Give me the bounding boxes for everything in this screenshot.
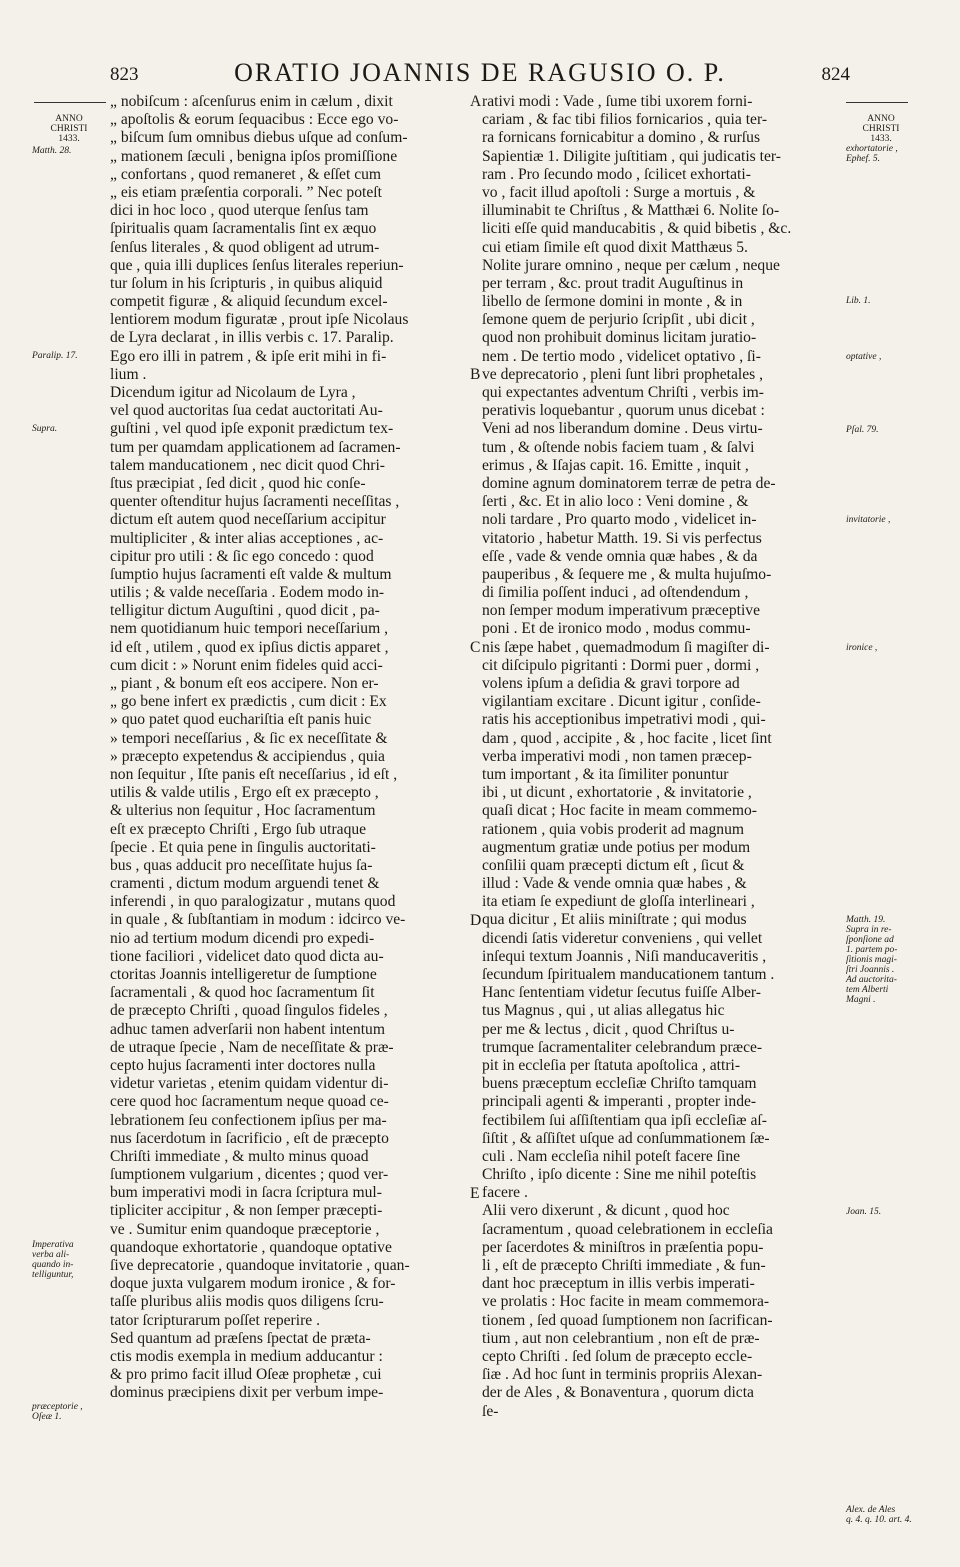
section-letter-e: E [470,1185,480,1202]
text-line: eſſe , vade & vende omnia quæ habes , & da [482,547,758,565]
text-line: dictum eſt autem quod neceſſarium accipitur [110,511,386,529]
text-line: nem . De tertio modo , videlicet optativo , ſi- [482,347,761,365]
text-line: Veni ad nos liberandum domine . Deus virtu- [482,420,763,438]
text-line: cui etiam ſimile eſt quod dixit Matthæus 5. [482,238,748,256]
running-title: ORATIO JOANNIS DE RAGUSIO O. P. [234,58,726,87]
margin-note-alex-de-ales: Alex. de Ales q. 4. q. 10. art. 4. [846,1505,912,1525]
margin-anno-left: ANNO CHRISTI 1433. [50,114,88,144]
right-text-column [482,93,840,1421]
text-line: per terram , &c. prout tradit Auguſtinus in [482,274,744,292]
text-line: quod non prohibuit dominus licitam juratio- [482,329,757,347]
text-line: lentiorem modum figuratæ , prout ipſe Nicolaus [110,311,409,329]
margin-note-matth-19: Matth. 19. Supra in re- ſponſione ad 1. partem po- ſitionis magi- ſtri Joannis . Ad auctorita- tem Alberti Magni . [846,915,898,1005]
text-line: non ſemper modum imperativum præceptive [482,602,761,620]
text-line: „ mationem ſæculi , benigna ipſos promiſſione [110,147,398,165]
text-line: » quo patet quod euchariſtia eſt panis huic [110,711,372,729]
text-line: domine agnum dominatorem terræ de petra de- [482,474,776,492]
text-line: tum , & oſtende nobis faciem tuam , & ſalvi [482,438,755,456]
right-margin-rule [846,102,908,103]
text-line: nio ad tertium modum dicendi pro expedi- [110,929,375,947]
text-line: „ confortans , quod remaneret , & eſſet cum [110,165,382,183]
text-line: Sed quantum ad præſens ſpectat de præta- [110,1329,371,1347]
text-line: qua dicitur , Et aliis miniſtrate ; qui modus [482,911,747,929]
text-line: der de Ales , & Bonaventura , quorum dicta [482,1384,754,1402]
text-line: quenter oſtenditur hujus ſacramenti neceſſitas , [110,493,400,511]
text-line: cipitur pro utili : & ſic ego concedo : quod [110,547,374,565]
text-line: culi . Nam eccleſia nihil poteſt facere ſine [482,1147,741,1165]
text-line: „ biſcum ſum omnibus diebus uſque ad conſum- [110,129,408,147]
text-line: qui expectantes adventum Chriſti , verbis im- [482,384,764,401]
text-line: „ nobiſcum : aſcenſurus enim in cælum , dixit [110,93,393,110]
text-line: in quale , & ſubſtantiam in modum : idcirco ve- [110,911,406,929]
text-line: ve prolatis : Hoc facite in meam commemora- [482,1293,770,1311]
text-line: vitatorio , habetur Matth. 19. Si vis perfectus [482,529,762,547]
page-number-right: 824 [821,64,850,85]
text-line: eſt ex præcepto Chriſti , Ergo ſub utraque [110,820,367,838]
text-line: ram . Pro ſecundo modo , ſcilicet exhortati- [482,165,751,183]
margin-note-supra: Supra. [32,424,58,434]
text-line: tus Magnus , qui , ut alias allegatus hic [482,1002,725,1020]
text-line: inferendi , in quo paralogizatur , mutans quod [110,893,396,911]
text-line: cum dicit : » Norunt enim fideles quid acci- [110,656,383,674]
text-line: illud : Vade & vende omnia quæ habes , & [482,875,747,893]
text-line: telligitur dictum Auguſtini , quod dicit , pa- [110,602,380,620]
margin-note-psal-79: Pſal. 79. [846,425,879,435]
text-line: libello de ſermone domini in monte , & in [482,293,743,311]
text-line: facere . [482,1184,528,1202]
text-line: de præcepto Chriſti , quoad ſingulos fideles , [110,1002,388,1020]
text-line: noli tardare , Pro quarto modo , videlicet in- [482,511,757,529]
text-line: Chriſto , ipſo dicente : Sine me nihil poteſtis [482,1166,757,1184]
text-line: verba imperativi modi , non tamen præcep- [482,747,752,765]
text-line: ſemone quem de perjurio ſcripſit , ubi dicit , [482,311,755,329]
text-line: Sapientiæ 1. Diligite juſtitiam , qui judicatis ter- [482,147,781,165]
text-line: „ go bene infert ex prædictis , cum dicit : Ex [110,693,387,711]
text-line: tum important , & ita ſimiliter ponuntur [482,765,729,783]
text-line: dam , quod , accipite , & , hoc facite , licet ſint [482,729,772,747]
text-line: tionem , ſed quoad ſumptionem non ſacrifican- [482,1311,773,1329]
text-line: cramenti , dictum modum arguendi tenet & [110,875,380,893]
text-line: augmentum gratiæ unde potius per modum [482,838,751,856]
text-line: ſumptionem vulgarium , dicentes ; quod ver- [110,1166,389,1184]
text-line: ſiſtit , & aſſiſtet uſque ad conſummationem ſæ- [482,1129,770,1147]
margin-note-joan-15: Joan. 15. [846,1207,882,1217]
text-line: per me & lectus , dicit , quod Chriſtus u- [482,1020,735,1038]
text-line: multipliciter , & inter alias acceptiones , ac- [110,529,384,547]
text-line: „ eis etiam præſentia corporali. ” Nec poteſt [110,183,382,201]
text-line: ctoritas Joannis intelligeretur de ſumptione [110,966,377,983]
text-line: doque juxta vulgarem modum ironice , & for- [110,1275,396,1293]
text-line: ra fornicans fornicabitur a domino , & rurſus [482,129,761,147]
margin-note-exhortatorie: exhortatorie , Ephef. 5. [846,144,898,164]
text-line: Chriſti immediate , & multo minus quoad [110,1147,369,1165]
text-line: de utraque ſpecie , Nam de neceſſitate & præ- [110,1038,394,1056]
text-line: bus , quas adducit pro neceſſitate hujus ſa- [110,856,373,874]
text-line: non ſequitur , Iſte panis eſt neceſſarius , id eſt , [110,765,398,783]
text-line: tator ſcripturarum poſſet reperire . [110,1311,320,1329]
text-line: talem manducationem , nec dicit quod Chri- [110,456,385,474]
text-line: ſumptio hujus ſacramenti eſt valde & multum [110,565,392,583]
text-line: dant hoc præceptum in illis verbis imperati- [482,1275,755,1293]
text-line: liciti eſſe quid manducabitis , & quid bibetis , &c. [482,220,792,238]
text-line: bum imperativi modi in ſacra ſcriptura mul- [110,1184,382,1202]
text-line: „ apoſtolis & eorum ſequacibus : Ecce ego vo- [110,111,399,129]
text-line: conſilii quam præcepti dictum eſt , ſicut & [482,856,745,874]
text-line: fectibilem ſui aſſiſtentiam qua ipſi eccleſiæ aſ- [482,1111,767,1129]
text-line: de Lyra declarat , in illis verbis c. 17. Paralip. [110,329,394,347]
text-line: cepto hujus ſacramenti inter doctores nulla [110,1056,376,1074]
page-header [110,56,850,90]
text-line: ratis his acceptionibus impetrativi modi , qui- [482,711,766,729]
page-number-left: 823 [110,64,139,85]
section-letter-d: D [470,912,482,929]
text-line: cere quod hoc ſacramentum neque quoad ce- [110,1093,389,1111]
text-line: ſacramentum , quoad celebrationem in eccleſia [482,1220,773,1238]
text-line: ſerti , &c. Et in alio loco : Veni domine , & [482,493,749,511]
left-margin-rule [34,102,106,103]
text-line: ibi , ut dicunt , exhortatorie , & invitatorie , [482,784,752,802]
text-line: Hanc ſententiam videtur ſecutus fuiſſe Alber- [482,984,761,1002]
text-line: nis ſæpe habet , quemadmodum ſi magiſter di- [482,638,770,656]
text-line: ſenſus literales , & quod obligent ad utrum- [110,238,380,256]
text-line: id eſt , utilem , quod ex ipſius dictis apparet , [110,638,389,656]
text-line: videtur varietas , etenim quidam videntur di- [110,1075,389,1093]
text-line: cepto Chriſti . ſed ſolum de præcepto eccle- [482,1347,753,1365]
margin-note-oseae: præceptorie , Oſeæ 1. [32,1402,83,1422]
text-line: pit in eccleſia per ſtatuta apoſtolica , attri- [482,1056,741,1074]
margin-note-ironice: ironice , [846,643,878,653]
text-line: poni . Et de ironico modo , modus commu- [482,620,751,638]
text-line: ſpiritualis quam ſacramentalis ſint ex æquo [110,220,377,238]
text-line: Alii vero dixerunt , & dicunt , quod hoc [482,1202,730,1220]
section-letter-c: C [470,639,481,656]
text-line: ita etiam ſe expediunt de gloſſa interlineari , [482,893,755,911]
left-text-column [110,93,482,1403]
text-line: perativis loquebantur , quorum unus dicebat : [482,402,765,420]
text-line: quaſi dicat ; Hoc facite in meam commemo- [482,802,757,820]
text-line: » tempori neceſſarius , & ſic ex neceſſitate & [110,729,388,747]
text-line: ſecundum ſpiritualem manducationem tantum . [482,966,775,983]
text-line: nem quotidianum huic tempori neceſſarium , [110,620,389,638]
text-line: buens præceptum eccleſiæ Chriſto tamquam [482,1075,757,1093]
text-line: taſſe pluribus aliis modis quos diligens ſcru- [110,1293,384,1311]
margin-note-lib-1: Lib. 1. [846,296,871,306]
text-line: ſiæ . Ad hoc ſunt in terminis propriis Alexan- [482,1366,763,1384]
text-line: trumque ſacramentaliter celebrandum præce- [482,1038,763,1056]
text-line: ſive deprecatorie , quandoque invitatorie , quan- [110,1257,410,1274]
text-line: Nolite jurare omnino , neque per cælum , neque [482,256,780,274]
text-line: dicendi ſatis videretur conveniens , qui vellet [482,929,763,947]
text-line: ſacramentali , & quod hoc ſacramentum ſit [110,984,375,1002]
text-line: tur ſolum in his ſcripturis , in quibus aliquid [110,274,383,292]
text-line: vigilantiam excitare . Dicunt igitur , conſide- [482,693,761,711]
text-line: utilis ; & valde neceſſaria . Eodem modo in- [110,584,385,602]
text-line: cit diſcipulo pigritanti : Dormi puer , dormi , [482,656,760,674]
text-line: nus ſacerdotum in ſacrificio , eſt de præcepto [110,1129,389,1147]
text-line: ve . Sumitur enim quandoque præceptorie , [110,1220,380,1238]
text-line: principali agenti & imperanti , propter inde- [482,1093,757,1111]
text-line: ſe- [482,1402,499,1420]
text-line: vo , facit illud apoſtoli : Surge a mortuis , & [482,183,756,201]
text-line: ſtus præcipiat , ſed dicit , quod hic conſe- [110,474,366,492]
text-line: Ego ero illi in patrem , & ipſe erit mihi in fi- [110,347,387,365]
text-line: vel quod auctoritas ſua cedat auctoritati Au- [110,402,383,420]
text-line: ve deprecatorio , pleni ſunt libri prophetales , [482,365,764,383]
text-line: per ſacerdotes & miniſtros in præſentia popu- [482,1238,764,1256]
section-letter-b: B [470,366,481,383]
section-letter-a: A [470,93,482,110]
margin-note-imperativa: Imperativa verba ali- quando in- telliguntur, [32,1240,74,1280]
text-line: „ piant , & bonum eſt eos accipere. Non er- [110,675,379,692]
text-line: utilis & valde utilis , Ergo eſt ex præcepto , [110,784,379,802]
text-line: volens ipſum a deſidia & gravi torpore ad [482,675,740,692]
margin-anno-right: ANNO CHRISTI 1433. [862,114,900,144]
text-line: Dicendum igitur ad Nicolaum de Lyra , [110,384,356,401]
text-line: guſtini , vel quod ipſe exponit prædictum tex- [110,420,394,438]
text-line: lium . [110,365,147,383]
text-line: ctis modis exempla in medium adducantur : [110,1347,383,1365]
text-line: rationem , quia vobis proderit ad magnum [482,820,745,838]
text-line: cariam , & fac tibi filios fornicarios , quia ter- [482,111,768,129]
text-line: que , quia illi duplices ſenſus literales reperiun- [110,256,404,274]
text-line: competit figuræ , & aliquid ſecundum excel- [110,293,388,311]
text-line: tium , aut non celebrantium , non eſt de præ- [482,1329,760,1347]
text-line: dici in hoc loco , quod uterque ſenſus tam [110,202,369,220]
text-line: erimus , & Iſajas capit. 16. Emitte , inquit , [482,456,749,474]
text-line: & ulterius non ſequitur , Hoc ſacramentum [110,802,376,820]
text-line: » præcepto expetendus & accipiendus , quia [110,747,385,765]
text-line: dominus præcipiens dixit per verbum impe- [110,1384,384,1402]
text-line: di ſimilia poſſent induci , ad oſtendendum , [482,584,749,602]
margin-note-paralip: Paralip. 17. [32,351,78,361]
text-line: li , eſt de præcepto Chriſti immediate , & fun- [482,1257,766,1274]
text-line: rativi modi : Vade , ſume tibi uxorem forni- [482,93,753,110]
text-line: inſequi textum Joannis , Niſi manducaveritis , [482,947,767,965]
text-line: quandoque exhortatorie , quandoque optative [110,1238,392,1256]
text-line: lebrationem ſeu confectionem ipſius per ma- [110,1111,387,1129]
text-line: pauperibus , & ſequere me , & multa hujuſmo- [482,565,772,583]
margin-note-matth-28: Matth. 28. [32,146,72,156]
text-line: tione faciliori , videlicet dato quod dicta au- [110,947,384,965]
text-line: adhuc tamen adverſarii non habent intentum [110,1020,385,1038]
text-line: illuminabit te Chriſtus , & Matthæi 6. Nolite ſo- [482,202,780,220]
text-line: tipliciter accipitur , & non ſemper præcepti- [110,1202,383,1220]
text-line: tum per quamdam applicationem ad ſacramen- [110,438,401,456]
margin-note-invitatorie: invitatorie , [846,515,891,525]
text-line: & pro primo facit illud Oſeæ prophetæ , cui [110,1366,382,1384]
margin-note-optative: optative , [846,352,882,362]
text-line: ſpecie . Et quia pene in ſingulis auctoritati- [110,838,376,856]
